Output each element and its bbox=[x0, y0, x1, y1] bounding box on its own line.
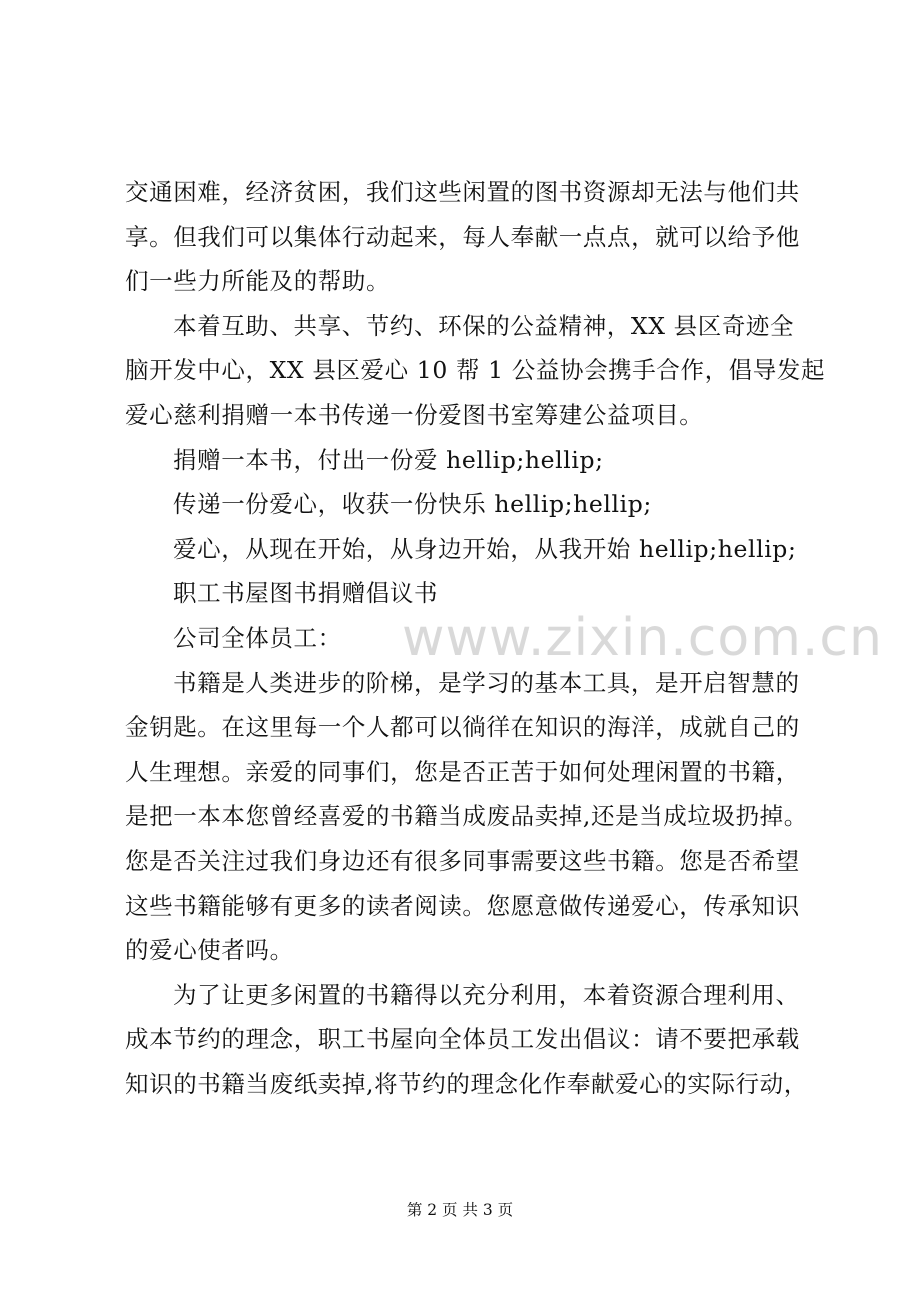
text-line: 这些书籍能够有更多的读者阅读。您愿意做传递爱心，传承知识 bbox=[125, 891, 800, 920]
watermark: www.zixin.com.cn bbox=[402, 608, 883, 668]
page-footer: 第 2 页 共 3 页 bbox=[406, 1201, 514, 1219]
text-line: 交通困难，经济贫困，我们这些闲置的图书资源却无法与他们共 bbox=[125, 178, 800, 206]
text-line: 人生理想。亲爱的同事们，您是否正苦于如何处理闲置的书籍， bbox=[125, 757, 800, 786]
text-line: 职工书屋图书捐赠倡议书 bbox=[173, 579, 439, 608]
text-line: 的爱心使者吗。 bbox=[125, 936, 294, 965]
text-line: 书籍是人类进步的阶梯，是学习的基本工具，是开启智慧的 bbox=[173, 668, 800, 697]
text-line: 传递一份爱心，收获一份快乐 hellip;hellip; bbox=[173, 490, 652, 519]
text-line: 金钥匙。在这里每一个人都可以徜徉在知识的海洋，成就自己的 bbox=[125, 713, 800, 742]
text-line: 捐赠一本书，付出一份爱 hellip;hellip; bbox=[173, 445, 604, 474]
text-line: 成本节约的理念，职工书屋向全体员工发出倡议：请不要把承载 bbox=[125, 1025, 800, 1054]
text-line: 本着互助、共享、节约、环保的公益精神，XX 县区奇迹全 bbox=[173, 311, 795, 340]
text-line: 为了让更多闲置的书籍得以充分利用，本着资源合理利用、 bbox=[173, 980, 800, 1009]
text-line: 爱心，从现在开始，从身边开始，从我开始 hellip;hellip; bbox=[173, 534, 797, 563]
text-line: 是把一本本您曾经喜爱的书籍当成废品卖掉,还是当成垃圾扔掉。 bbox=[125, 802, 808, 831]
text-line: 公司全体员工： bbox=[173, 623, 342, 652]
text-line: 享。但我们可以集体行动起来，每人奉献一点点，就可以给予他 bbox=[125, 222, 800, 251]
text-line: 脑开发中心，XX 县区爱心 10 帮 1 公益协会携手合作，倡导发起 bbox=[125, 356, 826, 385]
text-line: 知识的书籍当废纸卖掉,将节约的理念化作奉献爱心的实际行动， bbox=[125, 1069, 808, 1098]
text-line: 爱心慈利捐赠一本书传递一份爱图书室筹建公益项目。 bbox=[125, 400, 704, 429]
text-line: 您是否关注过我们身边还有很多同事需要这些书籍。您是否希望 bbox=[125, 846, 800, 875]
text-line: 们一些力所能及的帮助。 bbox=[125, 267, 391, 296]
